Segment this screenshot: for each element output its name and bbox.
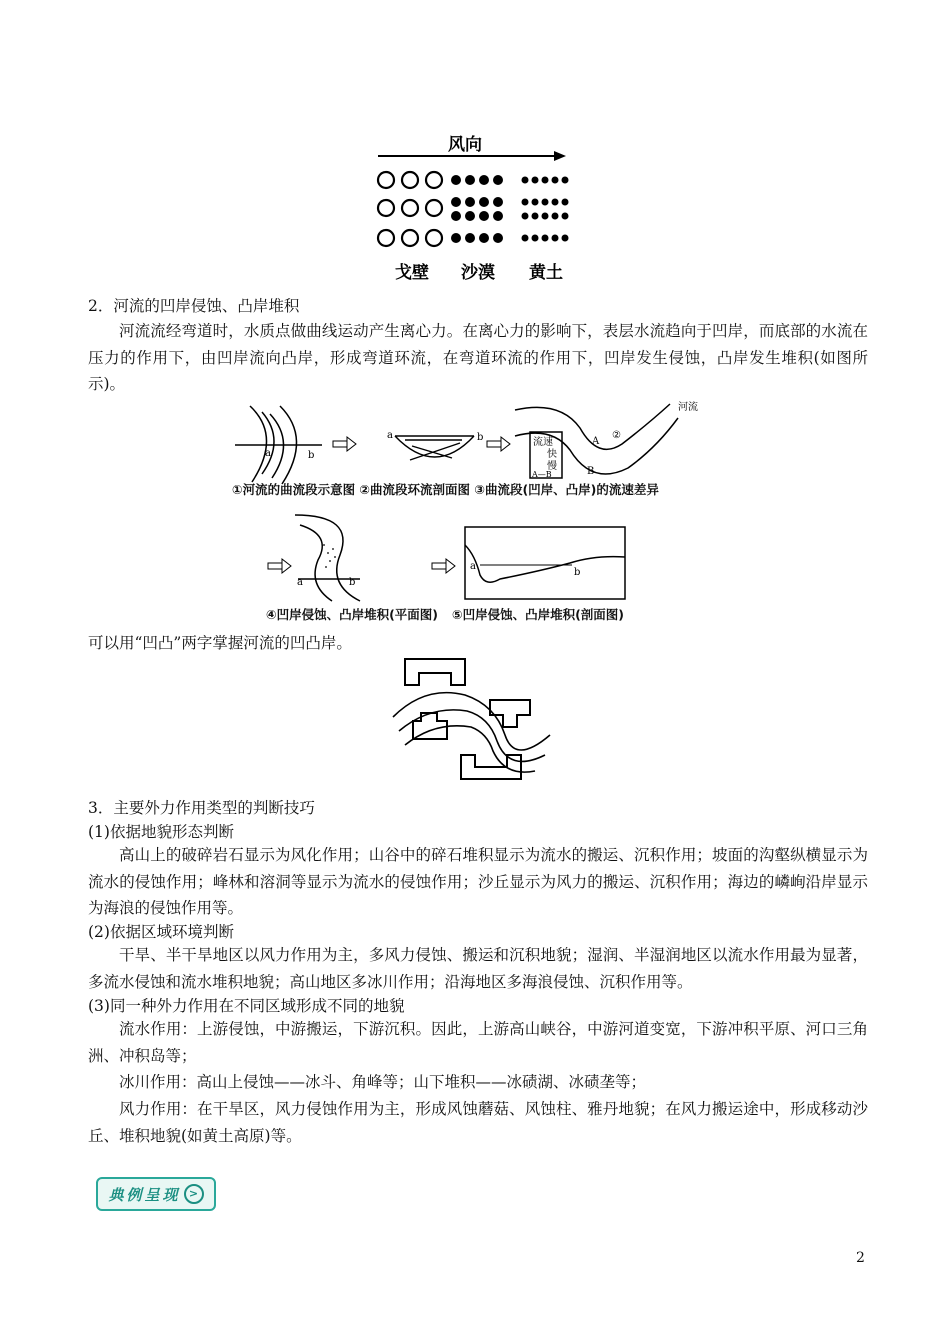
plan-label-a: a	[297, 577, 303, 588]
wind-direction-title: 风向	[448, 135, 482, 155]
section3-p5: 风力作用：在干旱区，风力侵蚀作用为主，形成风蚀蘑菇、风蚀柱、雅丹地貌；在风力搬运途中，形成移动沙丘、堆积地貌(如黄土高原)等。	[88, 1100, 868, 1145]
section2-heading: 2．河流的凹岸侵蚀、凸岸堆积	[88, 297, 300, 315]
concave-convex-tip: 可以用“凹凸”两字掌握河流的凹凸岸。	[88, 634, 352, 652]
plan-label-b: b	[349, 577, 356, 588]
label-loess: 黄土	[529, 263, 563, 283]
section3-sub3: (3)同一种外力作用在不同区域形成不同的地貌	[88, 997, 405, 1015]
label-circle-2: ②	[612, 430, 621, 441]
section3-sub2: (2)依据区域环境判断	[88, 923, 234, 941]
concave-shape-top	[405, 659, 465, 685]
page-number: 2	[856, 1250, 865, 1266]
arrow-right-icon	[432, 559, 455, 573]
example-badge[interactable]	[96, 1177, 216, 1211]
convex-shape-left	[413, 713, 447, 739]
section-label-b: b	[477, 432, 484, 443]
loess-particles	[522, 177, 569, 242]
wind-deposition-figure	[370, 128, 580, 288]
river-figure-caption-5: ⑤凹岸侵蚀、凸岸堆积(剖面图)	[452, 607, 625, 622]
label-river: 河流	[678, 402, 698, 413]
label-speed: 流速	[533, 437, 553, 448]
label-a-b: A—B	[532, 470, 552, 479]
desert-particles	[451, 175, 503, 243]
concave-convex-figure	[385, 655, 555, 785]
section3-heading: 3．主要外力作用类型的判断技巧	[88, 799, 315, 817]
profile-label-b: b	[574, 567, 581, 578]
plan-view-sketch	[295, 515, 360, 601]
section3-sub1: (1)依据地貌形态判断	[88, 823, 234, 841]
deposit-dots	[323, 544, 336, 568]
river-figure-caption-row1: ①河流的曲流段示意图 ②曲流段环流剖面图 ③曲流段(凹岸、凸岸)的流速差异	[232, 482, 659, 497]
gobi-particles	[378, 172, 442, 246]
label-B: B	[587, 466, 595, 477]
river-figure-caption-4: ④凹岸侵蚀、凸岸堆积(平面图)	[266, 607, 439, 622]
example-badge-label: 典例呈现	[108, 1185, 181, 1204]
section-label-a: a	[387, 430, 393, 441]
arrow-right-icon	[487, 437, 510, 451]
profile-riverbed	[465, 545, 625, 582]
wind-arrow-head	[554, 151, 566, 161]
river-curves	[393, 693, 550, 773]
convex-shape-right	[490, 700, 530, 727]
profile-label-a: a	[470, 561, 476, 572]
river-meander-figure-row2	[260, 505, 630, 605]
label-gobi: 戈壁	[395, 263, 429, 283]
chevron-right-icon: >	[184, 1184, 204, 1204]
label-fast: 快	[547, 449, 557, 460]
section3-p1: 高山上的破碎岩石显示为风化作用；山谷中的碎石堆积显示为流水的搬运、沉积作用；坡面的沟壑纵横显示为流水的侵蚀作用；峰林和溶洞等显示为流水的侵蚀作用；沙丘显示为风力的搬运、沉积作用；海边的嶙峋沿岸显示为海浪的侵蚀作用等。	[88, 846, 868, 917]
arrow-right-icon	[268, 559, 291, 573]
section2-paragraph: 河流流经弯道时，水质点做曲线运动产生离心力。在离心力的影响下，表层水流趋向于凹岸，而底部的水流在压力的作用下，由凹岸流向凸岸，形成弯道环流，在弯道环流的作用下，凹岸发生侵蚀，凸岸发生堆积(如图所示)。	[88, 322, 868, 393]
section3-p2: 干旱、半干旱地区以风力作用为主，多风力侵蚀、搬运和沉积地貌；湿润、半湿润地区以流水作用最为显著，多流水侵蚀和流水堆积地貌；高山地区多冰川作用；沿海地区多海浪侵蚀、沉积作用等。	[88, 946, 868, 991]
label-A: A	[592, 436, 600, 447]
arrow-right-icon	[333, 437, 356, 451]
meander-label-a: a	[265, 448, 271, 459]
label-desert: 沙漠	[461, 263, 495, 283]
label-slow: 慢	[547, 461, 557, 472]
meander-sketch	[235, 406, 322, 484]
profile-frame	[465, 527, 625, 599]
section3-p3: 流水作用：上游侵蚀，中游搬运，下游沉积。因此，上游高山峡谷，中游河道变宽，下游冲积平原、河口三角洲、冲积岛等；	[88, 1020, 868, 1065]
circulation-cross-section	[395, 436, 474, 460]
meander-label-b: b	[308, 450, 315, 461]
section3-p4: 冰川作用：高山上侵蚀——冰斗、角峰等；山下堆积——冰碛湖、冰碛垄等；	[119, 1073, 647, 1091]
